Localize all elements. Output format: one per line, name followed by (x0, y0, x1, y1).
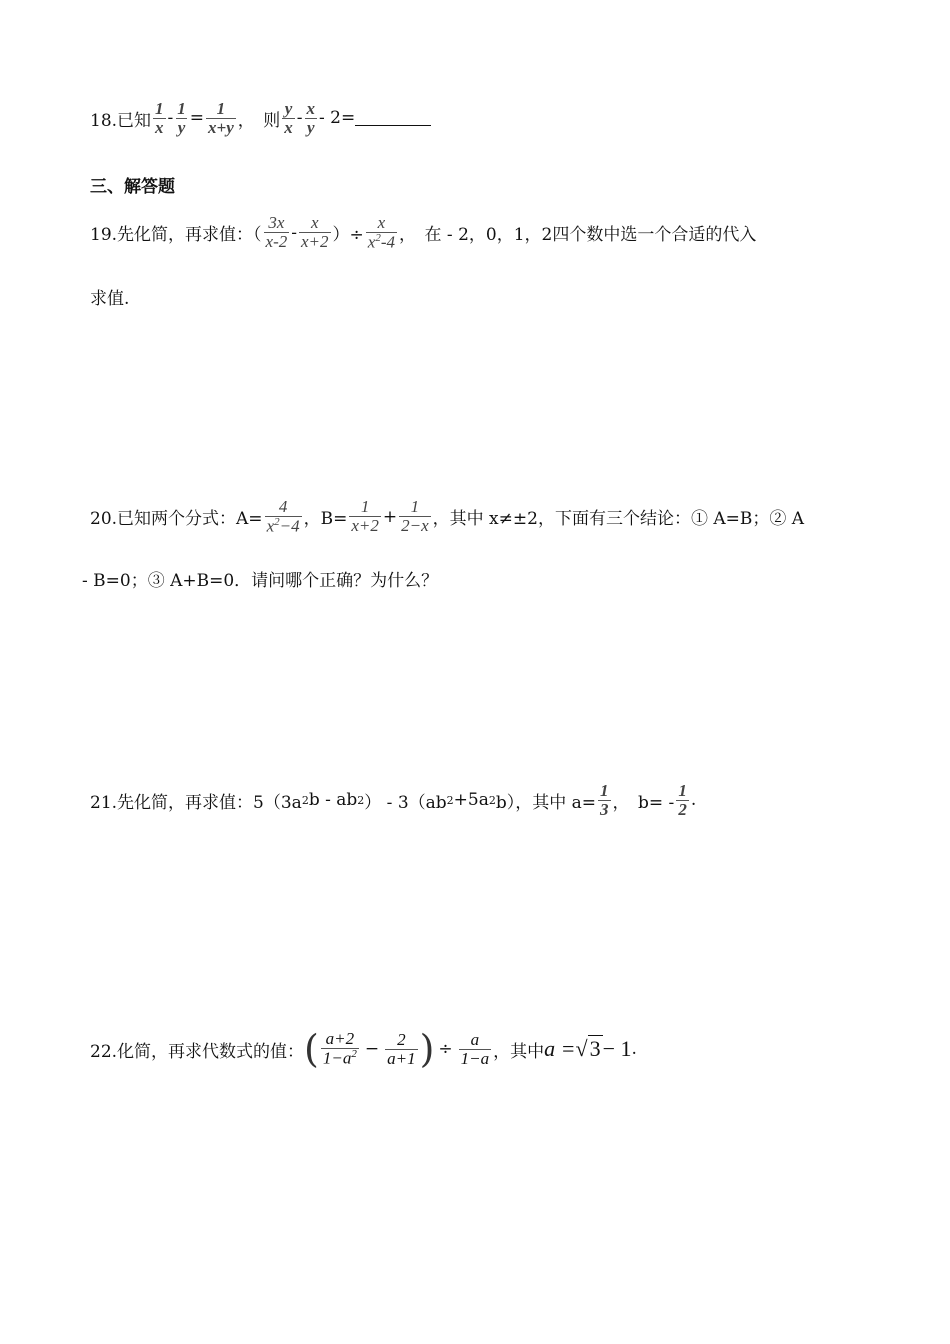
q21-part-2: b - ab (308, 790, 358, 811)
q18-answer-blank[interactable] (355, 111, 431, 126)
q18-fraction-1: $\frac{1}{x}$ (155, 99, 164, 137)
q22-end: . (631, 1039, 637, 1059)
q20-mid: ，B= (303, 509, 348, 530)
q21-sup-2: 2 (357, 793, 365, 807)
q18-mid: ， 则 (237, 110, 281, 131)
q22-prefix: 22.化简，再求代数式的值： (90, 1041, 305, 1062)
q18-fraction-2: $\frac{1}{y}$ (177, 99, 186, 137)
q21-part-3: ） - 3（ab (364, 792, 447, 813)
q22-sqrt: √3 (575, 1036, 601, 1061)
q19-minus: - (291, 222, 298, 243)
q21-prefix: 21.先化简，再求值：5（3a (90, 792, 302, 813)
q21-part-5: b），其中 a= (495, 792, 597, 813)
question-20 (90, 498, 804, 535)
question-21 (90, 782, 696, 819)
q22-expr-tail: − 1 (602, 1036, 632, 1061)
question-19 (90, 214, 756, 251)
q22-left-paren: ( (304, 1027, 319, 1071)
q21-sup-1: 2 (301, 793, 309, 807)
q21-tail: . (690, 790, 697, 811)
question-22 (90, 1027, 637, 1071)
q18-minus-2: - (296, 108, 303, 129)
q20-line-2: - B=0；③ A+B=0．请问哪个正确？为什么？ (82, 571, 439, 591)
section-heading: 三、解答题 (90, 177, 175, 197)
q21-sup-3: 2 (446, 793, 454, 807)
q19-line-2: 求值. (90, 289, 130, 309)
q19-fraction-1: $\frac{3x}{x-2}$ (265, 213, 288, 252)
q22-divide: ÷ (438, 1039, 453, 1059)
q18-tail: - 2= (319, 108, 356, 129)
q22-fraction-2: $\frac{2}{a+1}$ (387, 1029, 416, 1068)
q21-part-4: +5a (453, 790, 489, 811)
q20-fraction-a: $\frac{4}{x^2-4}$ (266, 497, 300, 536)
q22-fraction-1: $\frac{a+2}{1-a^2}$ (322, 1029, 357, 1068)
q20-prefix: 20.已知两个分式：A= (90, 509, 263, 530)
q18-minus: - (167, 108, 174, 129)
question-18 (90, 100, 431, 137)
q22-minus: − (364, 1039, 380, 1059)
q20-tail: ，其中 x≠±2，下面有三个结论：① A=B；② A (432, 509, 805, 530)
q19-tail: ， 在 - 2，0，1，2四个数中选一个合适的代入 (399, 225, 757, 246)
q18-prefix: 18.已知 (90, 110, 152, 131)
q20-fraction-b2: $\frac{1}{2-x}$ (401, 497, 429, 536)
q18-equals: = (189, 108, 205, 129)
q19-fraction-2: $\frac{x}{x+2}$ (301, 213, 329, 252)
q22-right-paren: ) (419, 1027, 435, 1071)
q20-plus: + (382, 506, 398, 527)
q22-mid: ，其中 (493, 1041, 545, 1062)
q21-fraction-b: $\frac{1}{2}$ (678, 781, 687, 819)
q18-fraction-5: $\frac{x}{y}$ (306, 99, 316, 137)
q18-fraction-3: $\frac{1}{x+y}$ (208, 99, 234, 137)
q21-fraction-a: $\frac{1}{3}$ (600, 781, 609, 819)
q19-prefix: 19.先化简，再求值：（ (90, 225, 262, 246)
q19-fraction-3: $\frac{x}{x^2-4}$ (367, 213, 396, 252)
q18-fraction-4: $\frac{y}{x}$ (284, 99, 293, 137)
q19-divide: ）÷ (332, 225, 364, 246)
q22-fraction-3: $\frac{a}{1-a}$ (460, 1029, 490, 1068)
q20-fraction-b1: $\frac{1}{x+2}$ (351, 497, 379, 536)
q21-mid: ， b= - (612, 792, 675, 813)
q21-sup-4: 2 (488, 793, 496, 807)
q22-expr-a: a = (544, 1036, 576, 1061)
